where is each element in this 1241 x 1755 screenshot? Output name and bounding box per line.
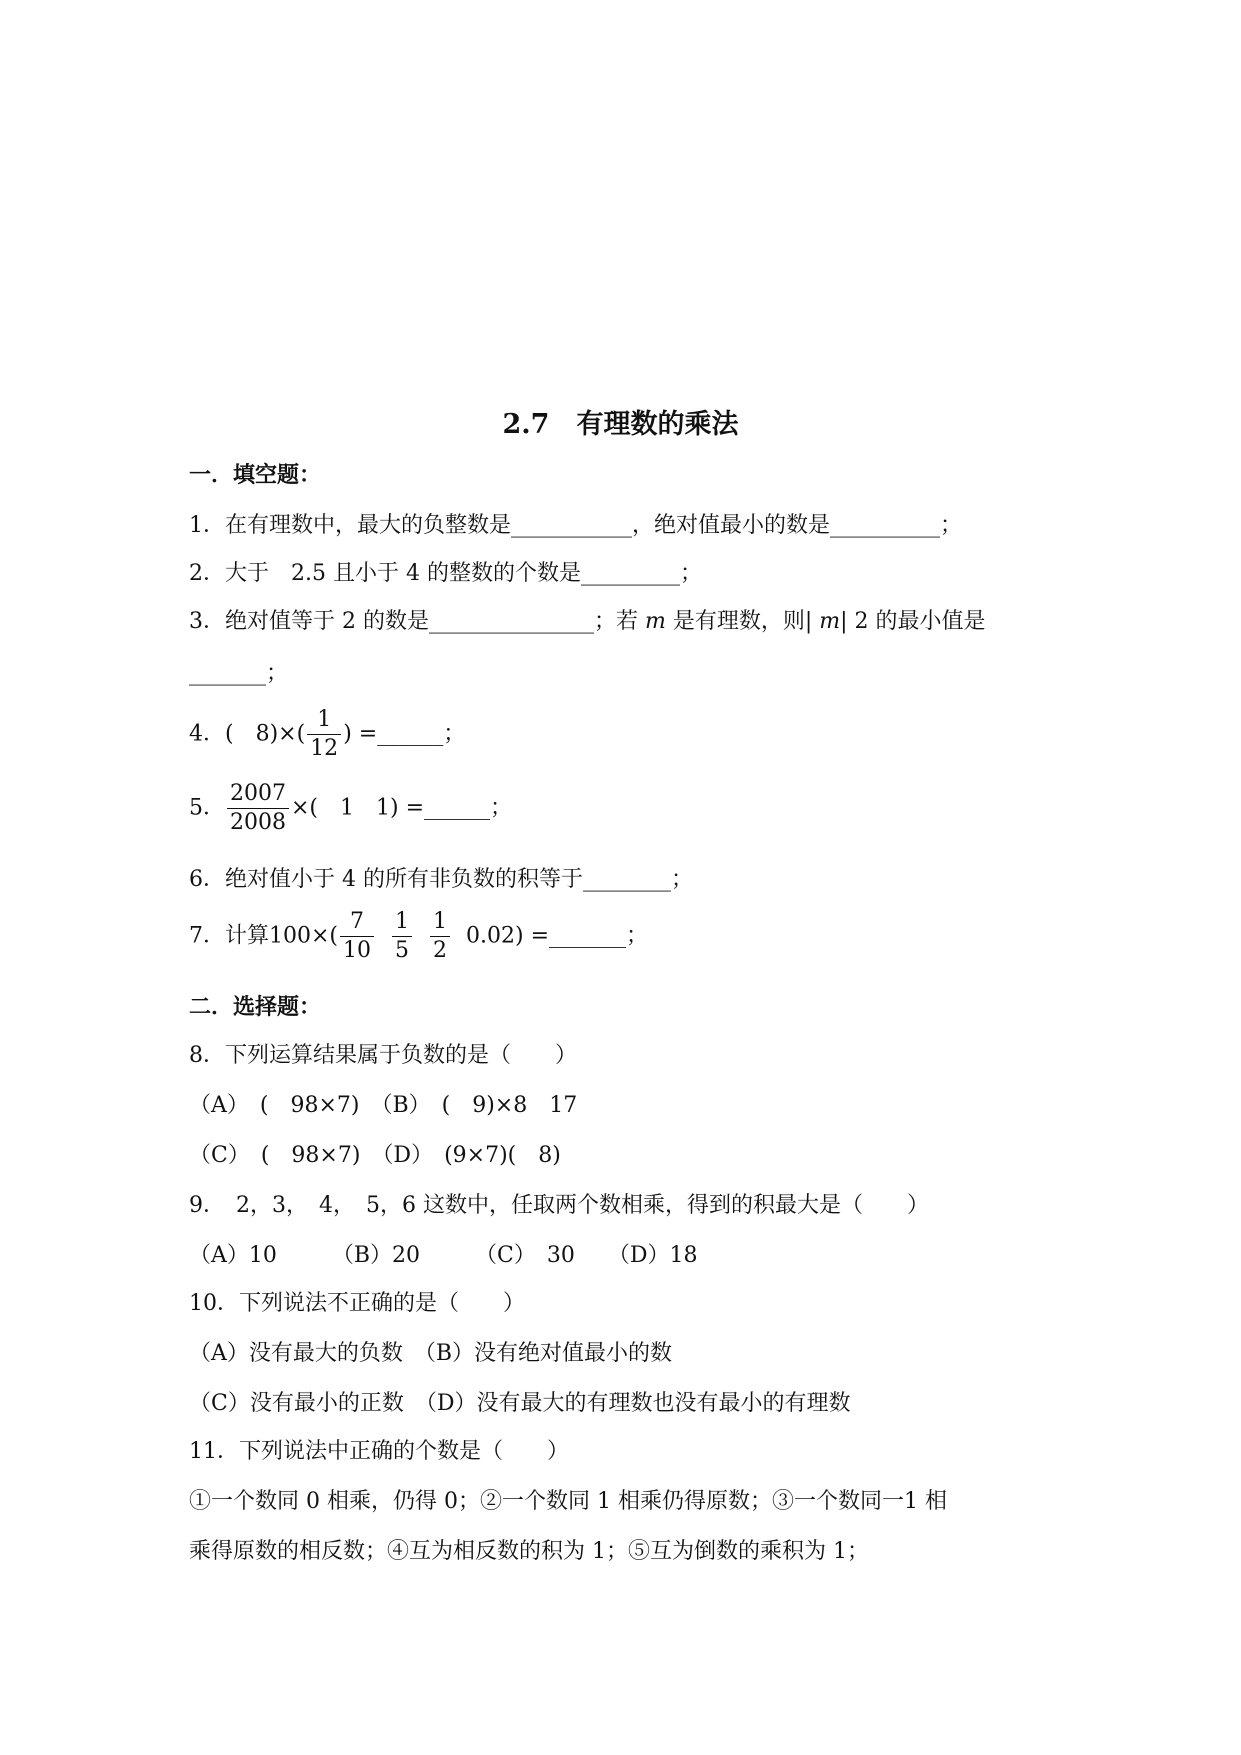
question-8: 8．下列运算结果属于负数的是（ ） xyxy=(189,1043,577,1068)
fraction-1-12 xyxy=(307,706,341,763)
section-fill-in-heading: 一．填空题： xyxy=(189,462,322,488)
question-1: 1．在有理数中，最大的负整数是___________，绝对值最小的数是__________； xyxy=(189,513,962,538)
question-4-pre: 4．( 8)×( xyxy=(189,721,306,747)
fraction-numerator: 2007 xyxy=(227,780,289,809)
fraction-numerator: 7 xyxy=(340,908,374,937)
question-7-pre: 7．计算100×( xyxy=(189,923,339,949)
question-8-options-cd: （C） ( 98×7) （D） (9×7)( 8) xyxy=(189,1143,561,1168)
question-3-blank: _______； xyxy=(189,661,289,686)
fraction-denominator: 2008 xyxy=(230,810,286,835)
fraction-7-10 xyxy=(340,908,374,965)
question-4-post: ) =______； xyxy=(343,721,466,747)
question-9-options: （A）10 （B）20 （C） 30 （D）18 xyxy=(189,1243,698,1268)
fraction-2007-2008 xyxy=(227,780,289,837)
fraction-numerator: 1 xyxy=(392,908,412,937)
fraction-numerator: 1 xyxy=(307,706,341,735)
question-5-post: ×( 1 1) =______； xyxy=(291,795,513,821)
fraction-denominator: 10 xyxy=(343,938,372,963)
section-choice-heading: 二．选择题： xyxy=(189,994,322,1020)
fraction-numerator: 1 xyxy=(430,908,450,937)
fraction-denominator: 5 xyxy=(395,938,410,963)
question-11-statements-line-2: 乘得原数的相反数；④互为相反数的积为 1；⑤互为倒数的乘积为 1； xyxy=(189,1539,869,1564)
question-10-options-cd: （C）没有最小的正数 （D）没有最大的有理数也没有最小的有理数 xyxy=(189,1391,851,1416)
question-3-post: | 2 的最小值是 xyxy=(840,609,986,634)
fraction-denominator: 2 xyxy=(433,938,448,963)
question-10: 10．下列说法不正确的是（ ） xyxy=(189,1291,525,1316)
fraction-1-5 xyxy=(392,908,412,965)
fraction-1-2 xyxy=(430,908,450,965)
question-5 xyxy=(189,780,512,837)
question-3-pre: 3．绝对值等于 2 的数是_______________；若 xyxy=(189,609,645,634)
question-6: 6．绝对值小于 4 的所有非负数的积等于________； xyxy=(189,867,693,892)
question-9: 9． 2，3， 4， 5，6 这数中，任取两个数相乘，得到的积最大是（ ） xyxy=(189,1193,929,1218)
question-11: 11．下列说法中正确的个数是（ ） xyxy=(189,1439,569,1464)
question-3-mid: 是有理数，则| xyxy=(665,609,820,634)
variable-m: m xyxy=(644,609,666,634)
question-2: 2．大于 2.5 且小于 4 的整数的个数是_________； xyxy=(189,561,702,586)
question-4 xyxy=(189,706,465,763)
page-title: 2.7 有理数的乘法 xyxy=(502,409,739,440)
question-7-post: 0.02) =_______； xyxy=(466,923,649,949)
question-7 xyxy=(189,908,648,965)
question-10-options-ab: （A）没有最大的负数 （B）没有绝对值最小的数 xyxy=(189,1341,673,1366)
variable-m-abs: m xyxy=(819,609,841,634)
question-11-statements-line-1: ①一个数同 0 相乘，仍得 0；②一个数同 1 相乘仍得原数；③一个数同一1 相 xyxy=(189,1489,947,1514)
question-3 xyxy=(189,604,986,635)
question-8-options-ab: （A） ( 98×7) （B） ( 9)×8 17 xyxy=(189,1093,578,1118)
fraction-denominator: 12 xyxy=(310,736,339,761)
question-5-pre: 5． xyxy=(189,795,225,821)
